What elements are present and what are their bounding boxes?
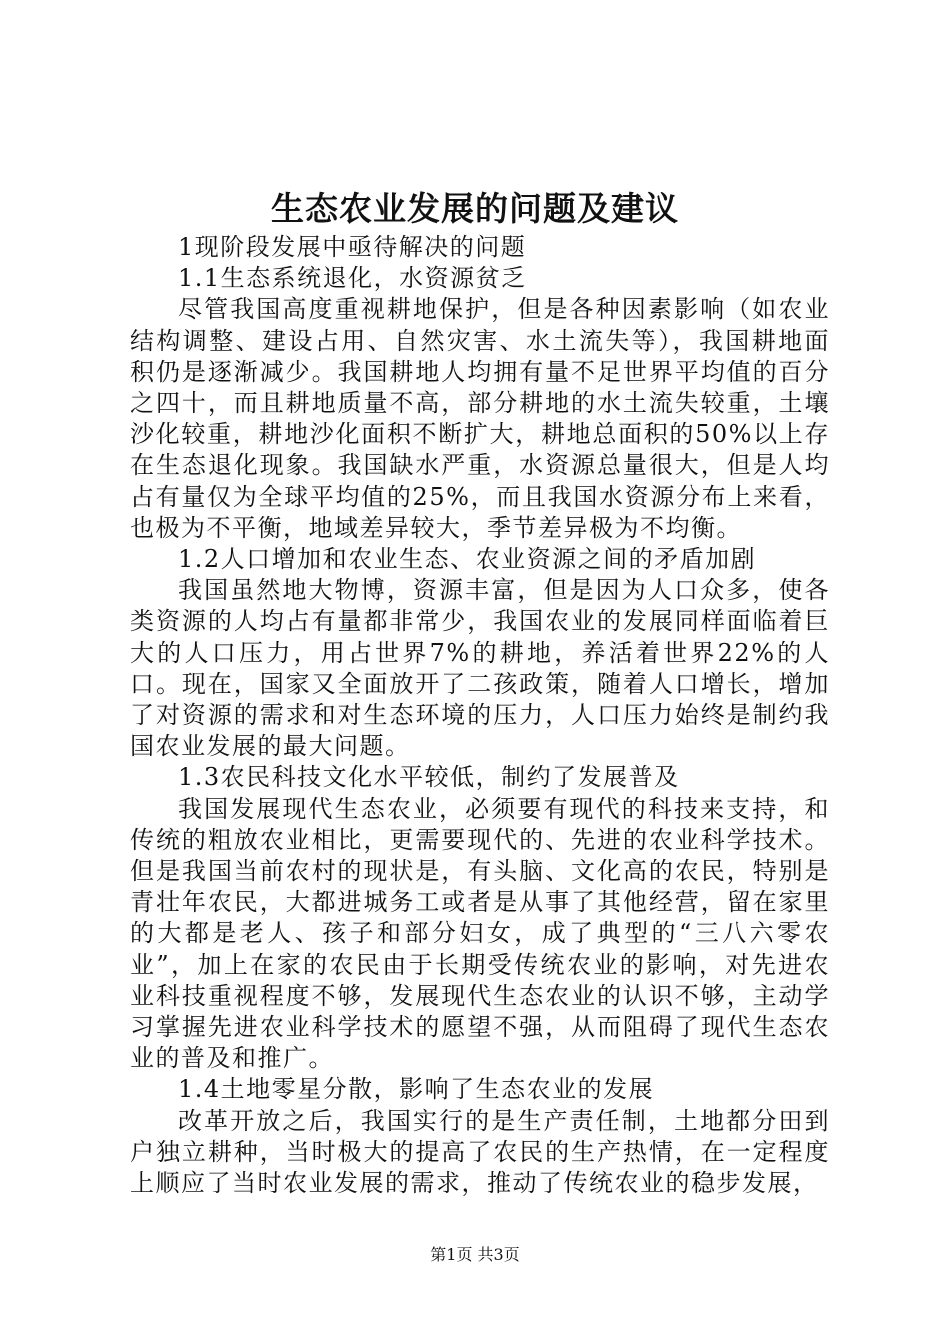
subsection-heading-1-2: 1.2人口增加和农业生态、农业资源之间的矛盾加剧 (178, 545, 757, 574)
paragraph-1-1: 尽管我国高度重视耕地保护，但是各种因素影响（如农业结构调整、建设占用、自然灾害、水土流失等），我国耕地面积仍是逐渐减少。我国耕地人均拥有量不足世界平均值的百分之四十，而且耕地质量不高，部分耕地的水土流失较重，土壤沙化较重，耕地沙化面积不断扩大，耕地总面积的50%以上存在生态退化现象。我国缺水严重，水资源总量很大，但是人均占有量仅为全球平均值的25%，而且我国水资源分布上来看，也极为不平衡，地域差异较大，季节差异极为不均衡。 (130, 295, 830, 542)
subsection-heading-1-1: 1.1生态系统退化，水资源贫乏 (178, 264, 527, 293)
paragraph-1-4: 改革开放之后，我国实行的是生产责任制，土地都分田到户独立耕种，当时极大的提高了农民的生产热情，在一定程度上顺应了当时农业发展的需求，推动了传统农业的稳步发展， (130, 1106, 830, 1198)
document-body (130, 232, 830, 1199)
paragraph-1-2: 我国虽然地大物博，资源丰富，但是因为人口众多，使各类资源的人均占有量都非常少，我国农业的发展同样面临着巨大的人口压力，用占世界7%的耕地，养活着世界22%的人口。现在，国家又全面放开了二孩政策，随着人口增长，增加了对资源的需求和对生态环境的压力，人口压力始终是制约我国农业发展的最大问题。 (130, 576, 830, 761)
page-footer: 第1页 共3页 (430, 1245, 520, 1264)
paragraph-1-3: 我国发展现代生态农业，必须要有现代的科技来支持，和传统的粗放农业相比，更需要现代的、先进的农业科学技术。但是我国当前农村的现状是，有头脑、文化高的农民，特别是青壮年农民，大都进城务工或者是从事了其他经营，留在家里的大都是老人、孩子和部分妇女，成了典型的“三八六零农业”，加上在家的农民由于长期受传统农业的影响，对先进农业科技重视程度不够，发展现代生态农业的认识不够，主动学习掌握先进农业科学技术的愿望不强，从而阻碍了现代生态农业的普及和推广。 (130, 794, 830, 1073)
subsection-heading-1-4: 1.4土地零星分散，影响了生态农业的发展 (178, 1075, 655, 1104)
section-heading-1: 1现阶段发展中亟待解决的问题 (178, 233, 527, 261)
subsection-heading-1-3: 1.3农民科技文化水平较低，制约了发展普及 (178, 763, 680, 792)
document-title: 生态农业发展的问题及建议 (271, 189, 679, 228)
